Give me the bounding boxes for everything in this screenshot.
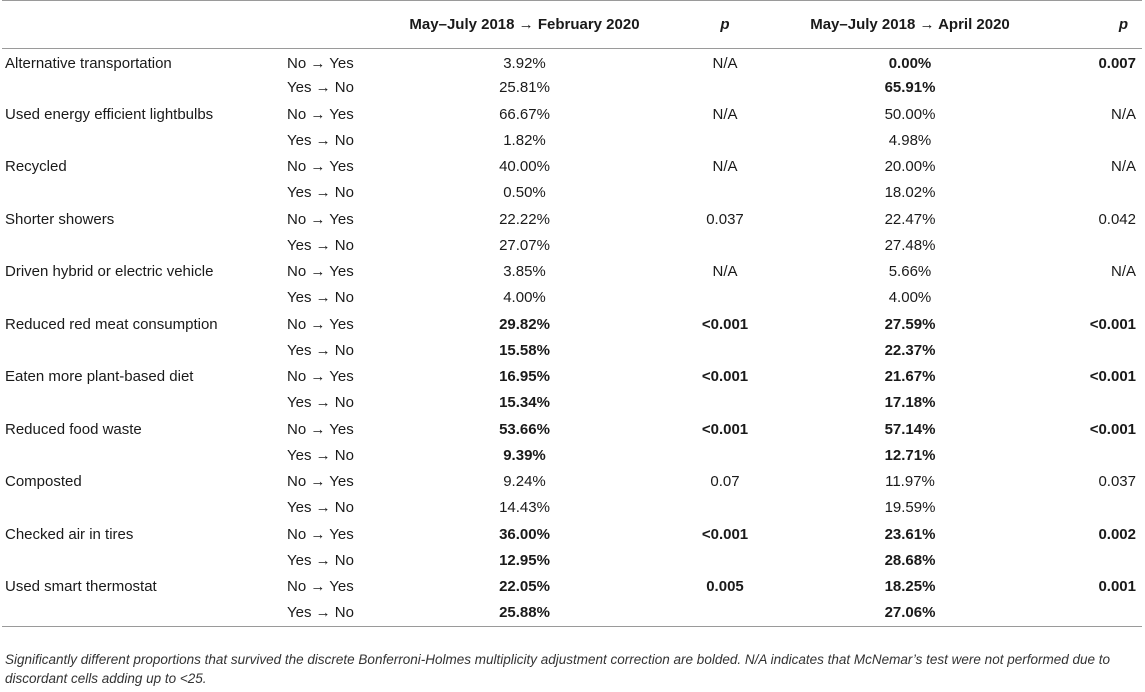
feb-2020-value: 15.58%	[499, 341, 550, 359]
behavior-label-empty	[2, 442, 279, 468]
p-value-feb-empty	[662, 285, 788, 311]
p-value-feb-empty	[662, 180, 788, 206]
apr-2020-value: 65.91%	[884, 79, 936, 97]
p-value-apr: 0.037	[1098, 473, 1136, 491]
p-value-feb-empty	[662, 127, 788, 153]
p-value-feb: N/A	[712, 54, 738, 72]
table-row	[2, 495, 1142, 521]
p-value-apr: N/A	[1110, 263, 1136, 281]
p-value-apr-empty	[1032, 337, 1142, 363]
p-value-feb: <0.001	[701, 368, 749, 386]
apr-2020-value: 28.68%	[884, 551, 936, 569]
header-blank-change	[279, 1, 387, 49]
behavior-label: Recycled	[5, 158, 67, 176]
apr-2020-value: 18.25%	[884, 578, 936, 596]
p-value-apr: N/A	[1110, 158, 1136, 176]
p-value-feb: 0.07	[710, 473, 740, 491]
apr-2020-value: 21.67%	[884, 368, 936, 386]
p-value-apr: <0.001	[1089, 420, 1136, 438]
p-value-apr-empty	[1032, 75, 1142, 101]
apr-2020-value: 4.00%	[888, 289, 932, 307]
header-apr-2020: May–July 2018 → April 2020	[810, 16, 1010, 33]
table-row	[2, 337, 1142, 363]
p-value-apr: 0.001	[1098, 578, 1136, 596]
change-label: No → Yes	[287, 263, 354, 281]
p-value-feb-empty	[662, 442, 788, 468]
p-value-apr: N/A	[1110, 105, 1136, 123]
feb-2020-value: 25.88%	[499, 604, 550, 622]
behavior-label-empty	[2, 495, 279, 521]
p-value-feb: <0.001	[701, 525, 749, 543]
apr-2020-value: 22.47%	[884, 210, 936, 228]
change-label: No → Yes	[287, 368, 354, 386]
change-label: No → Yes	[287, 315, 354, 333]
p-value-apr-empty	[1032, 180, 1142, 206]
feb-2020-value: 36.00%	[499, 525, 550, 543]
behavior-label-empty	[2, 127, 279, 153]
feb-2020-value: 9.24%	[503, 473, 546, 491]
table-row	[2, 75, 1142, 101]
header-feb-2020: May–July 2018 → February 2020	[409, 16, 640, 33]
apr-2020-value: 0.00%	[888, 54, 932, 72]
feb-2020-value: 3.85%	[503, 263, 546, 281]
table-row	[2, 285, 1142, 311]
feb-2020-value: 27.07%	[499, 236, 550, 254]
change-label: Yes → No	[287, 79, 354, 97]
feb-2020-value: 1.82%	[503, 131, 546, 149]
change-label: No → Yes	[287, 210, 354, 228]
behavior-label: Reduced red meat consumption	[5, 315, 218, 333]
change-label: Yes → No	[287, 289, 354, 307]
table-footnote: Significantly different proportions that survived the discrete Bonferroni-Holmes multiplicity adjustment correction are bolded. N/A indicates that McNemar’s test were not performed due to discordant cells adding up to <25.	[5, 652, 1111, 686]
behavior-label: Used smart thermostat	[5, 578, 157, 596]
change-label: Yes → No	[287, 394, 354, 412]
feb-2020-value: 0.50%	[503, 184, 546, 202]
p-value-feb-empty	[662, 232, 788, 258]
change-label: Yes → No	[287, 551, 354, 569]
apr-2020-value: 4.98%	[888, 131, 932, 149]
p-value-apr-empty	[1032, 495, 1142, 521]
table-row	[2, 442, 1142, 468]
apr-2020-value: 12.71%	[884, 446, 936, 464]
p-value-apr: 0.007	[1098, 54, 1136, 72]
feb-2020-value: 25.81%	[499, 79, 550, 97]
p-value-feb: <0.001	[701, 420, 749, 438]
table-row	[2, 547, 1142, 573]
apr-2020-value: 19.59%	[884, 499, 936, 517]
table-row	[2, 101, 1142, 127]
change-label: Yes → No	[287, 499, 354, 517]
table-row	[2, 180, 1142, 206]
table-row	[2, 127, 1142, 153]
table-row	[2, 232, 1142, 258]
feb-2020-value: 22.22%	[499, 210, 550, 228]
apr-2020-value: 27.59%	[884, 315, 936, 333]
p-value-feb: 0.037	[706, 210, 744, 228]
p-value-apr: <0.001	[1089, 315, 1136, 333]
p-value-apr-empty	[1032, 285, 1142, 311]
table-row	[2, 259, 1142, 285]
change-label: No → Yes	[287, 420, 354, 438]
apr-2020-value: 57.14%	[884, 420, 936, 438]
table-row	[2, 364, 1142, 390]
header-blank-behavior	[2, 1, 279, 49]
header-p-feb: p	[720, 16, 730, 33]
header-row	[2, 1, 1142, 49]
behavior-label: Reduced food waste	[5, 420, 142, 438]
table-row	[2, 49, 1142, 75]
p-value-feb-empty	[662, 75, 788, 101]
feb-2020-value: 66.67%	[499, 105, 550, 123]
apr-2020-value: 18.02%	[884, 184, 936, 202]
table-row	[2, 311, 1142, 337]
change-label: Yes → No	[287, 446, 354, 464]
apr-2020-value: 5.66%	[888, 263, 932, 281]
p-value-apr-empty	[1032, 127, 1142, 153]
table-row	[2, 416, 1142, 442]
p-value-apr: 0.042	[1098, 210, 1136, 228]
behavior-label-empty	[2, 390, 279, 416]
behavior-label: Shorter showers	[5, 210, 115, 228]
apr-2020-value: 11.97%	[885, 473, 935, 491]
feb-2020-value: 14.43%	[499, 499, 550, 517]
p-value-feb: N/A	[712, 263, 738, 281]
behavior-label: Eaten more plant-based diet	[5, 368, 194, 386]
behavior-label-empty	[2, 75, 279, 101]
change-label: No → Yes	[287, 578, 354, 596]
change-label: Yes → No	[287, 184, 354, 202]
table-row	[2, 206, 1142, 232]
behavior-label: Checked air in tires	[5, 525, 134, 543]
feb-2020-value: 3.92%	[503, 54, 546, 72]
change-label: No → Yes	[287, 525, 354, 543]
behavior-label-empty	[2, 600, 279, 626]
behavior-label-empty	[2, 232, 279, 258]
p-value-apr-empty	[1032, 442, 1142, 468]
results-table	[2, 0, 1142, 627]
p-value-feb: <0.001	[701, 315, 749, 333]
change-label: No → Yes	[287, 473, 354, 491]
p-value-feb-empty	[662, 390, 788, 416]
table-row	[2, 600, 1142, 626]
table-row	[2, 574, 1142, 600]
apr-2020-value: 17.18%	[884, 394, 936, 412]
change-label: No → Yes	[287, 158, 354, 176]
behavior-label: Used energy efficient lightbulbs	[5, 105, 214, 123]
p-value-feb-empty	[662, 337, 788, 363]
feb-2020-value: 12.95%	[499, 551, 550, 569]
p-value-feb-empty	[662, 547, 788, 573]
table-row	[2, 154, 1142, 180]
table-body	[2, 49, 1142, 627]
behavior-label-empty	[2, 337, 279, 363]
change-label: Yes → No	[287, 341, 354, 359]
p-value-feb-empty	[662, 600, 788, 626]
change-label: Yes → No	[287, 236, 354, 254]
table-row	[2, 390, 1142, 416]
p-value-feb: N/A	[712, 105, 738, 123]
apr-2020-value: 20.00%	[884, 158, 936, 176]
change-label: No → Yes	[287, 105, 354, 123]
feb-2020-value: 15.34%	[499, 394, 550, 412]
p-value-feb: 0.005	[706, 578, 744, 596]
behavior-label: Composted	[5, 473, 82, 491]
apr-2020-value: 27.06%	[884, 604, 936, 622]
feb-2020-value: 4.00%	[503, 289, 546, 307]
p-value-apr: <0.001	[1089, 368, 1136, 386]
apr-2020-value: 23.61%	[884, 525, 936, 543]
apr-2020-value: 22.37%	[884, 341, 936, 359]
p-value-apr-empty	[1032, 232, 1142, 258]
behavior-label: Alternative transportation	[5, 54, 172, 72]
p-value-feb-empty	[662, 495, 788, 521]
feb-2020-value: 9.39%	[503, 446, 546, 464]
table-row	[2, 521, 1142, 547]
behavior-label-empty	[2, 285, 279, 311]
apr-2020-value: 50.00%	[884, 105, 936, 123]
feb-2020-value: 40.00%	[499, 158, 550, 176]
p-value-apr-empty	[1032, 547, 1142, 573]
feb-2020-value: 22.05%	[499, 578, 550, 596]
feb-2020-value: 53.66%	[499, 420, 550, 438]
table-row	[2, 469, 1142, 495]
p-value-feb: N/A	[712, 158, 738, 176]
header-p-apr: p	[1118, 16, 1128, 33]
change-label: No → Yes	[287, 54, 354, 72]
feb-2020-value: 16.95%	[499, 368, 550, 386]
p-value-apr-empty	[1032, 600, 1142, 626]
feb-2020-value: 29.82%	[499, 315, 550, 333]
behavior-label: Driven hybrid or electric vehicle	[5, 263, 214, 281]
behavior-label-empty	[2, 180, 279, 206]
behavior-label-empty	[2, 547, 279, 573]
apr-2020-value: 27.48%	[884, 236, 936, 254]
change-label: Yes → No	[287, 131, 354, 149]
change-label: Yes → No	[287, 604, 354, 622]
p-value-apr-empty	[1032, 390, 1142, 416]
p-value-apr: 0.002	[1098, 525, 1136, 543]
